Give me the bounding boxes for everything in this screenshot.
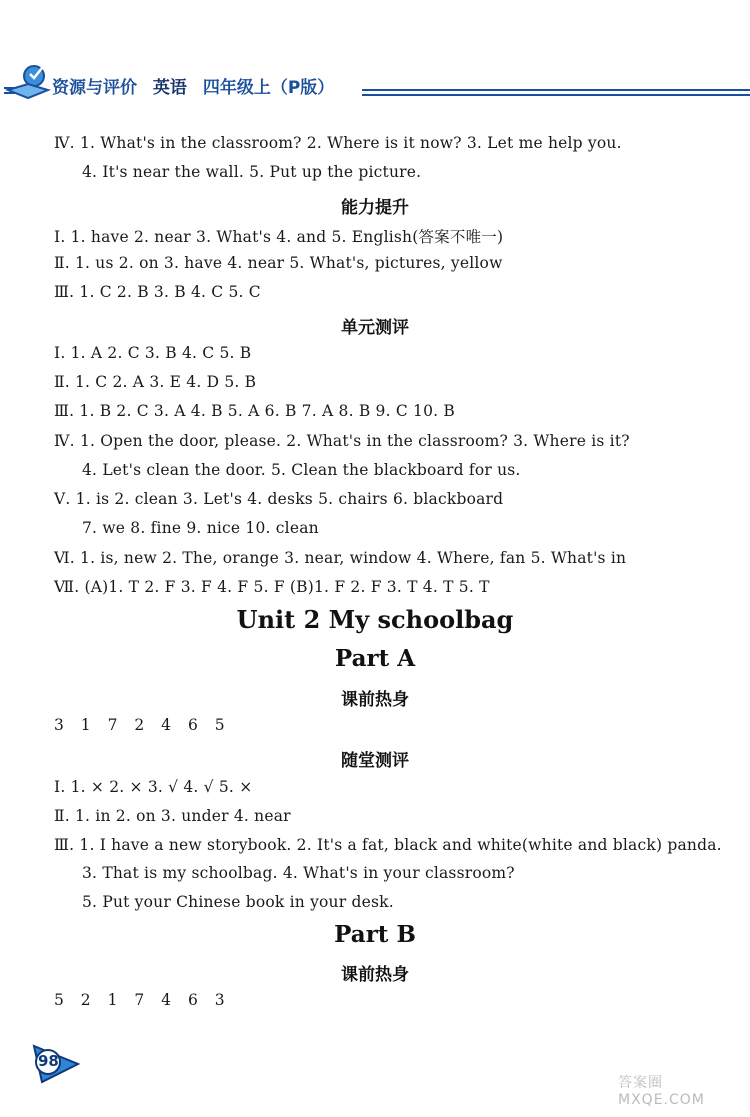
answer-line: 7. we 8. fine 9. nice 10. clean	[82, 519, 319, 537]
section-heading: 能力提升	[341, 198, 409, 218]
section-heading: 随堂测评	[341, 751, 409, 771]
part-title: Part A	[334, 645, 416, 672]
answer-line: 5 2 1 7 4 6 3	[54, 991, 225, 1009]
answer-line: Ⅶ. (A)1. T 2. F 3. F 4. F 5. F (B)1. F 2. F 3. T 4. T 5. T	[54, 578, 490, 596]
section-heading: 单元测评	[341, 318, 409, 338]
answer-line: Ⅰ. 1. have 2. near 3. What's 4. and 5. English(答案不唯一)	[54, 228, 504, 246]
answer-line: Ⅵ. 1. is, new 2. The, orange 3. near, window 4. Where, fan 5. What's in	[54, 549, 627, 567]
answer-line: Ⅲ. 1. C 2. B 3. B 4. C 5. C	[54, 283, 261, 301]
answer-line: Ⅱ. 1. us 2. on 3. have 4. near 5. What's, pictures, yellow	[54, 254, 503, 272]
section-heading: 课前热身	[341, 965, 409, 985]
page-number: 98	[38, 1052, 59, 1070]
answer-line: 5. Put your Chinese book in your desk.	[82, 893, 394, 911]
answer-line: 4. It's near the wall. 5. Put up the picture.	[82, 163, 422, 181]
answer-line: 4. Let's clean the door. 5. Clean the blackboard for us.	[82, 461, 521, 479]
answer-line: Ⅴ. 1. is 2. clean 3. Let's 4. desks 5. chairs 6. blackboard	[54, 490, 504, 508]
answer-line: Ⅰ. 1. × 2. × 3. √ 4. √ 5. ×	[54, 778, 253, 796]
answer-line: Ⅱ. 1. C 2. A 3. E 4. D 5. B	[54, 373, 257, 391]
header-rule-bottom	[362, 94, 750, 96]
section-heading: 课前热身	[341, 690, 409, 710]
header-rule-top	[362, 89, 750, 91]
header-subject: 英语	[152, 78, 187, 98]
header-title	[52, 73, 344, 98]
answer-line: 3 1 7 2 4 6 5	[54, 716, 225, 734]
answer-line: Ⅲ. 1. B 2. C 3. A 4. B 5. A 6. B 7. A 8. B 9. C 10. B	[54, 402, 456, 420]
answer-line: Ⅱ. 1. in 2. on 3. under 4. near	[54, 807, 291, 825]
unit-title: Unit 2 My schoolbag	[236, 605, 514, 634]
watermark-text: 答案圈 MXQE.COM	[618, 1075, 705, 1108]
answer-line: Ⅰ. 1. A 2. C 3. B 4. C 5. B	[54, 344, 252, 362]
page-header	[0, 58, 750, 110]
answer-line: Ⅲ. 1. I have a new storybook. 2. It's a fat, black and white(white and black) panda.	[54, 836, 722, 854]
answer-line: Ⅳ. 1. What's in the classroom? 2. Where is it now? 3. Let me help you.	[54, 134, 622, 152]
answer-line: 3. That is my schoolbag. 4. What's in your classroom?	[82, 864, 515, 882]
answer-line: Ⅳ. 1. Open the door, please. 2. What's in the classroom? 3. Where is it?	[54, 432, 630, 450]
part-title: Part B	[334, 921, 416, 948]
watermark	[618, 1060, 750, 1108]
header-series: 资源与评价	[52, 78, 137, 98]
book-logo-icon	[4, 62, 52, 102]
header-grade: 四年级上（P版）	[202, 78, 335, 98]
